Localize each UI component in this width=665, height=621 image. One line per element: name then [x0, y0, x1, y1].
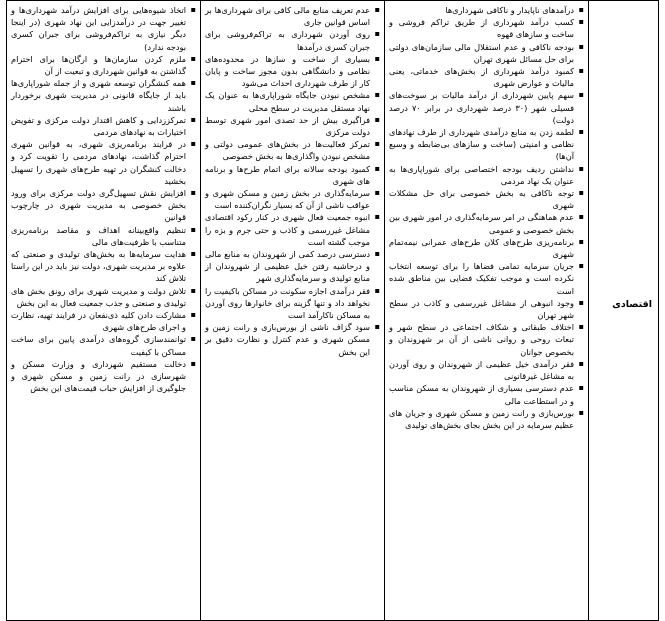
bullet-icon: ▪ [190, 78, 196, 88]
list-item-text: بورس‌بازی و رانت زمین و مسکن شهری و جریان های عظیم سرمایه در این بخش بجای بخش‌های تولیدی [389, 407, 574, 430]
problems-column [384, 1, 588, 620]
list-item-text: روی آوردن شهرداری به تراکم‌فروشی برای جبران کسری درآمدها [205, 29, 370, 52]
bullet-icon: ▪ [578, 163, 584, 173]
list-item [389, 236, 584, 260]
list-item [389, 297, 584, 321]
bullet-icon: ▪ [578, 236, 584, 246]
list-item-text: در فرایند برنامه‌ریزی شهری، به قوانین شهری احترام گذاشت، نهادهای مردمی را تقویت کرد و دخالت کنشگران در تهیه طرح‌های شهری را تسهیل بخشید [11, 139, 186, 186]
list-item-text: همه کنشگران توسعه شهری و از جمله شوراپاری‌ها باید از جایگاه قانونی در مدیریت شهری برخوردار باشند [11, 78, 186, 113]
bullet-icon: ▪ [374, 29, 380, 39]
bullet-icon: ▪ [578, 5, 584, 14]
list-item-text: بودجه ناکافی و عدم استقلال مالی سازمان‌های دولتی برای حل مسائل شهری تهران [389, 41, 574, 64]
list-item [389, 211, 584, 235]
list-item-text: برنامه‌ریزی طرح‌های کلان طرح‌های عمرانی نیمه‌تمام شهری [389, 236, 574, 260]
solutions-column [7, 1, 200, 620]
bullet-icon: ▪ [578, 322, 584, 332]
list-item-text: عدم هماهنگی در امر سرمایه‌گذاری در امور شهری بین بخش خصوصی و عمومی [389, 212, 574, 235]
list-item-text: نداشتن ردیف بودجه اختصاصی برای شوراپاری‌ها به عنوان یک نهاد مردمی [389, 163, 574, 186]
list-item-text: توانمندسازی گروه‌های درآمدی پایین برای ساخت مساکن با کیفیت [11, 334, 186, 357]
bullet-icon: ▪ [190, 53, 196, 63]
row-label-cell [588, 1, 658, 620]
bullet-icon: ▪ [374, 322, 380, 332]
list-item-text: کمبود درآمد شهرداری از بخش‌های خدماتی، یعنی مالیات و عوارض شهری [389, 66, 574, 89]
bullet-icon: ▪ [578, 66, 584, 76]
list-item-text: مشخص نبودن جایگاه شوراپاری‌ها به عنوان یک نهاد مستقل مدیریت در سطح محلی [205, 90, 370, 113]
list-item-text: تمرکز فعالیت‌ها در بخش‌های عمومی دولتی و مشخص نبودن واگذاری‌ها به بخش خصوصی [205, 139, 370, 162]
list-item [205, 28, 380, 52]
list-item-text: دسترسی درصد کمی از شهروندان به منابع مالی و درحاشیه رفتن خیل عظیمی از شهروندان از منابع تولیدی و سرمایه‌گذاری شهر [205, 249, 370, 284]
bullet-icon: ▪ [374, 5, 380, 14]
list-item [11, 285, 196, 309]
causes-column [200, 1, 384, 620]
bullet-icon: ▪ [578, 41, 584, 51]
bullet-icon: ▪ [374, 139, 380, 149]
list-item [389, 163, 584, 187]
list-item [11, 358, 196, 395]
list-item-text: تنظیم واقع‌بینانه اهداف و مقاصد برنامه‌ریزی متناسب با ظرفیت‌های مالی [11, 224, 186, 247]
list-item [205, 285, 380, 322]
bullet-icon: ▪ [578, 407, 584, 417]
list-item [389, 407, 584, 431]
bullet-icon: ▪ [578, 188, 584, 198]
bullet-icon: ▪ [578, 127, 584, 137]
list-item-text: کمبود بودجه سالانه برای اتمام طرح‌ها و برنامه های شهری [205, 163, 370, 186]
list-item [205, 163, 380, 187]
list-item-text: درآمدهای ناپایدار و ناکافی شهرداری‌ها [445, 5, 574, 15]
list-item-text: سرمایه‌گذاری در بخش زمین و مسکن شهری و عواقب ناشی از آن که بسیار نگران‌کننده است [205, 188, 370, 211]
bullet-icon: ▪ [578, 261, 584, 271]
bullet-icon: ▪ [190, 358, 196, 368]
bullet-icon: ▪ [374, 53, 380, 63]
bullet-icon: ▪ [578, 90, 584, 100]
bullet-icon: ▪ [578, 212, 584, 222]
list-item-text: سهم پایین شهرداری از درآمد مالیات بر سوخت‌های فسیلی شهر (۳۰ درصد شهرداری در برابر ۷۰ درصد دولت) [389, 90, 575, 125]
list-item [389, 41, 584, 65]
bullet-icon: ▪ [190, 285, 196, 295]
list-item [389, 65, 584, 89]
bullet-icon: ▪ [578, 358, 584, 368]
bullet-icon: ▪ [578, 297, 584, 307]
list-item [205, 4, 380, 28]
list-item [11, 333, 196, 357]
list-item [11, 309, 196, 333]
list-item-text: فقر درآمدی خیل عظیمی از شهروندان و روی آوردن به مشاغل غیرقانونی [389, 358, 574, 382]
bullet-icon: ▪ [190, 139, 196, 149]
list-item-text: وجود انبوهی از مشاغل غیررسمی و کاذب در سطح شهر تهران [389, 297, 574, 321]
bullet-icon: ▪ [190, 249, 196, 259]
list-item [389, 321, 584, 358]
list-item-text: کسب درآمد شهرداری از طریق تراکم فروشی و ساخت و سازهای قهوه [389, 17, 574, 40]
list-item-text: فراگیری بیش از حد تصدی امور شهری توسط دولت مرکزی [205, 114, 370, 138]
list-item [205, 211, 380, 248]
bullet-icon: ▪ [190, 114, 196, 124]
list-item [11, 138, 196, 187]
row-label: اقتصادی [612, 299, 652, 310]
list-item [389, 358, 584, 382]
policy-table [6, 0, 659, 621]
list-item [205, 53, 380, 90]
list-item-text: دخالت مستقیم شهرداری و وزارت مسکن و شهرسازی در رانت زمین و مسکن شهری و جلوگیری از افزایش حباب قیمت‌های این بخش [11, 358, 186, 394]
list-item [11, 4, 196, 53]
list-item-text: انبوه جمعیت فعال شهری در کنار رکود اقتصادی مشاغل غیررسمی و کاذب و حتی جرم و بزه را موجب گشته است [205, 212, 370, 247]
bullet-icon: ▪ [374, 212, 380, 222]
bullet-icon: ▪ [374, 114, 380, 124]
list-item [11, 77, 196, 114]
bullet-icon: ▪ [190, 188, 196, 198]
list-item-text: تمرکززدایی و کاهش اقتدار دولت مرکزی و تفویض اختیارات به نهادهای مردمی [11, 114, 186, 138]
list-item [389, 382, 584, 406]
list-item-text: تلاش دولت و مدیریت شهری برای رونق بخش های تولیدی و صنعتی و جذب جمعیت فعال به این بخش [11, 285, 186, 308]
list-item [205, 114, 380, 138]
problems-list [385, 1, 588, 431]
list-item-text: جریان سرمایه تمامی فضاها را برای توسعه انتخاب نکرده است و موجب تفکیک فضایی بین مناطق شده است [389, 261, 574, 296]
list-item-text: هدایت سرمایه‌ها به بخش‌های تولیدی و صنعتی که علاوه بر مدیریت شهری، دولت نیز باید در این راستا تلاش کند [11, 249, 186, 284]
list-item [389, 187, 584, 211]
list-item-text: اتخاذ شیوه‌هایی برای افزایش درآمد شهرداری‌ها و تغییر جهت در درآمدزایی این نهاد شهری (در اینجا دیگر نیازی به تراکم‌فروشی برای جبران کسری بودجه ندارد) [11, 5, 186, 52]
list-item-text: مشارکت دادن کلیه ذی‌نفعان در فرایند تهیه، نظارت و اجرای طرح‌های شهری [11, 310, 186, 333]
list-item [389, 4, 584, 16]
list-item [389, 126, 584, 163]
causes-list [201, 1, 384, 358]
list-item [205, 89, 380, 113]
list-item [11, 224, 196, 248]
list-item-text: فقر درآمدی اجازه سکونت در مساکن باکیفیت را نخواهد داد و تنها گزینه برای خانوارها روی آوردن به مساکن ناکارآمد است [205, 285, 370, 321]
list-item [205, 187, 380, 211]
bullet-icon: ▪ [578, 17, 584, 27]
solutions-list [7, 1, 200, 395]
list-item-text: سود گزاف ناشی از بورس‌بازی و رانت زمین و مسکن شهری و عدم کنترل و نظارت دقیق بر این بخش [205, 322, 370, 357]
bullet-icon: ▪ [190, 310, 196, 320]
list-item-text: لطمه زدن به منابع درآمدی شهرداری از طرف نهادهای نظامی و امنیتی (ساخت و سازهای بی‌ضابطه و وسیع آن‌ها) [389, 127, 574, 162]
list-item-text: اختلاف طبقاتی و شکاف اجتماعی در سطح شهر و تبعات روحی و روانی ناشی از آن بر شهروندان و بخصوص جوانان [389, 322, 574, 357]
bullet-icon: ▪ [374, 163, 380, 173]
list-item [11, 248, 196, 285]
list-item-text: افزایش نقش تسهیل‌گری دولت مرکزی برای ورود بخش خصوصی به مدیریت شهری در چارچوب قوانین [11, 188, 186, 223]
list-item-text: ملزم کردن سازمان‌ها و ارگان‌ها برای احترام گذاشتن به قوانین شهرداری و تبعیت از آن [11, 53, 186, 77]
bullet-icon: ▪ [190, 334, 196, 344]
list-item-text: عدم تعریف منابع مالی کافی برای شهرداری‌ها بر اساس قوانین جاری [205, 5, 370, 28]
bullet-icon: ▪ [190, 224, 196, 234]
list-item [11, 53, 196, 77]
bullet-icon: ▪ [190, 5, 196, 14]
bullet-icon: ▪ [374, 249, 380, 259]
list-item [389, 89, 584, 126]
list-item-text: عدم دسترسی بسیاری از شهروندان به مسکن مناسب و در استطاعت مالی [389, 383, 574, 406]
list-item-text: بسیاری از ساخت و سازها در محدوده‌های نظامی و دانشگاهی بدون مجوز ساخت و پایان کار از طرف شهرداری احداث می‌شود [205, 53, 370, 89]
bullet-icon: ▪ [374, 285, 380, 295]
list-item [11, 114, 196, 138]
list-item [389, 260, 584, 297]
list-item [205, 248, 380, 285]
bullet-icon: ▪ [374, 90, 380, 100]
bullet-icon: ▪ [374, 188, 380, 198]
list-item [205, 138, 380, 162]
list-item [11, 187, 196, 224]
list-item [205, 321, 380, 358]
list-item [389, 16, 584, 40]
list-item-text: توجه ناکافی به بخش خصوصی برای حل مشکلات شهری [389, 188, 574, 211]
bullet-icon: ▪ [578, 383, 584, 393]
